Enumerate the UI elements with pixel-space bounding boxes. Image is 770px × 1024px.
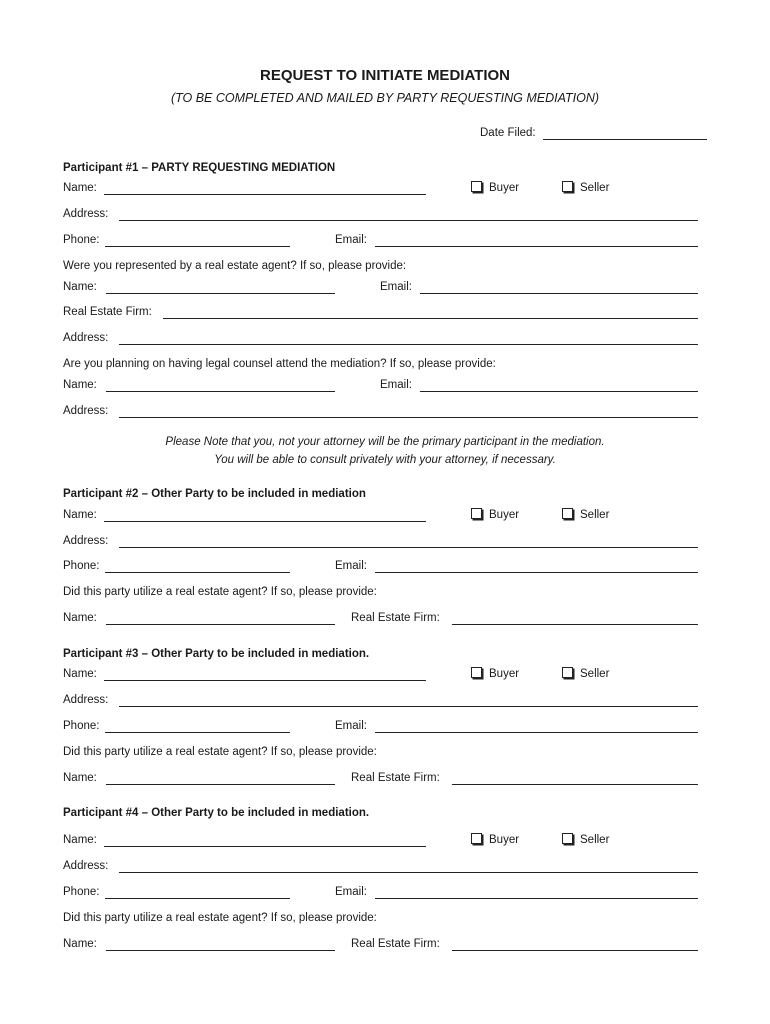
p4-email-field[interactable]	[375, 884, 698, 899]
p2-name-field[interactable]	[104, 507, 426, 522]
p3-agent-name-field[interactable]	[106, 770, 335, 785]
p2-firm-field[interactable]	[452, 610, 698, 625]
p2-email-label: Email:	[335, 560, 367, 572]
p3-address-label: Address:	[63, 694, 109, 706]
p1-address-label: Address:	[63, 208, 109, 220]
p3-name-field[interactable]	[104, 666, 426, 681]
p4-agent-question: Did this party utilize a real estate agent? If so, please provide:	[63, 912, 377, 924]
p1-counsel-email-field[interactable]	[420, 377, 698, 392]
p1-name-label: Name:	[63, 182, 97, 194]
p2-buyer-checkbox[interactable]	[471, 508, 482, 519]
p3-name-label: Name:	[63, 668, 97, 680]
p4-firm-label: Real Estate Firm:	[351, 938, 440, 950]
p1-address-field[interactable]	[119, 206, 698, 221]
p1-email-field[interactable]	[375, 232, 698, 247]
p1-agent-question: Were you represented by a real estate agent? If so, please provide:	[63, 260, 407, 272]
p4-address-field[interactable]	[119, 858, 698, 873]
p3-email-label: Email:	[335, 720, 367, 732]
participant-4-heading: Participant #4 – Other Party to be included in mediation.	[63, 807, 370, 819]
form-title: REQUEST TO INITIATE MEDIATION	[259, 67, 510, 84]
p4-phone-label: Phone:	[63, 886, 100, 898]
p2-agent-name-field[interactable]	[106, 610, 335, 625]
participant-2-heading: Participant #2 – Other Party to be included in mediation	[63, 488, 366, 500]
p1-seller-label: Seller	[580, 182, 610, 194]
p1-phone-label: Phone:	[63, 234, 100, 246]
p1-firm-field[interactable]	[163, 304, 698, 319]
p3-seller-label: Seller	[580, 668, 610, 680]
p4-email-label: Email:	[335, 886, 367, 898]
attorney-note-line-1: Please Note that you, not your attorney will be the primary participant in the mediation.	[165, 436, 605, 448]
p2-address-field[interactable]	[119, 533, 698, 548]
p1-name-field[interactable]	[104, 180, 426, 195]
p1-agent-name-label: Name:	[63, 281, 97, 293]
p1-agent-address-field[interactable]	[119, 330, 698, 345]
p4-seller-label: Seller	[580, 834, 610, 846]
p4-seller-checkbox[interactable]	[562, 833, 573, 844]
p3-buyer-checkbox[interactable]	[471, 667, 482, 678]
date-filed-field[interactable]	[543, 125, 707, 140]
p1-firm-label: Real Estate Firm:	[63, 306, 152, 318]
p4-name-field[interactable]	[104, 832, 426, 847]
p4-address-label: Address:	[63, 860, 109, 872]
p2-agent-question: Did this party utilize a real estate agent? If so, please provide:	[63, 586, 377, 598]
p2-seller-label: Seller	[580, 509, 610, 521]
p2-name-label: Name:	[63, 509, 97, 521]
p4-buyer-label: Buyer	[489, 834, 520, 846]
p1-agent-address-label: Address:	[63, 332, 109, 344]
p2-phone-field[interactable]	[105, 558, 290, 573]
form-subtitle: (TO BE COMPLETED AND MAILED BY PARTY REQUESTING MEDIATION)	[170, 91, 600, 105]
p3-firm-field[interactable]	[452, 770, 698, 785]
p3-agent-name-label: Name:	[63, 772, 97, 784]
p1-counsel-name-label: Name:	[63, 379, 97, 391]
p3-agent-question: Did this party utilize a real estate agent? If so, please provide:	[63, 746, 377, 758]
p4-name-label: Name:	[63, 834, 97, 846]
date-filed-label: Date Filed:	[480, 127, 536, 139]
p1-seller-checkbox[interactable]	[562, 181, 573, 192]
p1-counsel-question: Are you planning on having legal counsel attend the mediation? If so, please provide:	[63, 358, 496, 370]
p4-phone-field[interactable]	[105, 884, 290, 899]
p1-email-label: Email:	[335, 234, 367, 246]
p4-firm-field[interactable]	[452, 936, 698, 951]
p2-phone-label: Phone:	[63, 560, 100, 572]
p1-counsel-email-label: Email:	[380, 379, 412, 391]
p3-phone-field[interactable]	[105, 718, 290, 733]
p2-agent-name-label: Name:	[63, 612, 97, 624]
p2-buyer-label: Buyer	[489, 509, 520, 521]
attorney-note-line-2: You will be able to consult privately with your attorney, if necessary.	[214, 454, 556, 466]
p1-counsel-name-field[interactable]	[106, 377, 335, 392]
p3-address-field[interactable]	[119, 692, 698, 707]
p3-firm-label: Real Estate Firm:	[351, 772, 440, 784]
p4-agent-name-label: Name:	[63, 938, 97, 950]
p1-buyer-label: Buyer	[489, 182, 520, 194]
participant-1-heading: Participant #1 – PARTY REQUESTING MEDIATION	[63, 162, 336, 174]
p2-address-label: Address:	[63, 535, 109, 547]
p1-buyer-checkbox[interactable]	[471, 181, 482, 192]
p1-agent-email-label: Email:	[380, 281, 412, 293]
p1-agent-email-field[interactable]	[420, 279, 698, 294]
p1-counsel-address-field[interactable]	[119, 403, 698, 418]
participant-3-heading: Participant #3 – Other Party to be included in mediation.	[63, 648, 370, 660]
p4-buyer-checkbox[interactable]	[471, 833, 482, 844]
p1-phone-field[interactable]	[105, 232, 290, 247]
p3-phone-label: Phone:	[63, 720, 100, 732]
p3-email-field[interactable]	[375, 718, 698, 733]
p2-firm-label: Real Estate Firm:	[351, 612, 440, 624]
p2-email-field[interactable]	[375, 558, 698, 573]
p2-seller-checkbox[interactable]	[562, 508, 573, 519]
p1-agent-name-field[interactable]	[106, 279, 335, 294]
p1-counsel-address-label: Address:	[63, 405, 109, 417]
p4-agent-name-field[interactable]	[106, 936, 335, 951]
p3-seller-checkbox[interactable]	[562, 667, 573, 678]
p3-buyer-label: Buyer	[489, 668, 520, 680]
